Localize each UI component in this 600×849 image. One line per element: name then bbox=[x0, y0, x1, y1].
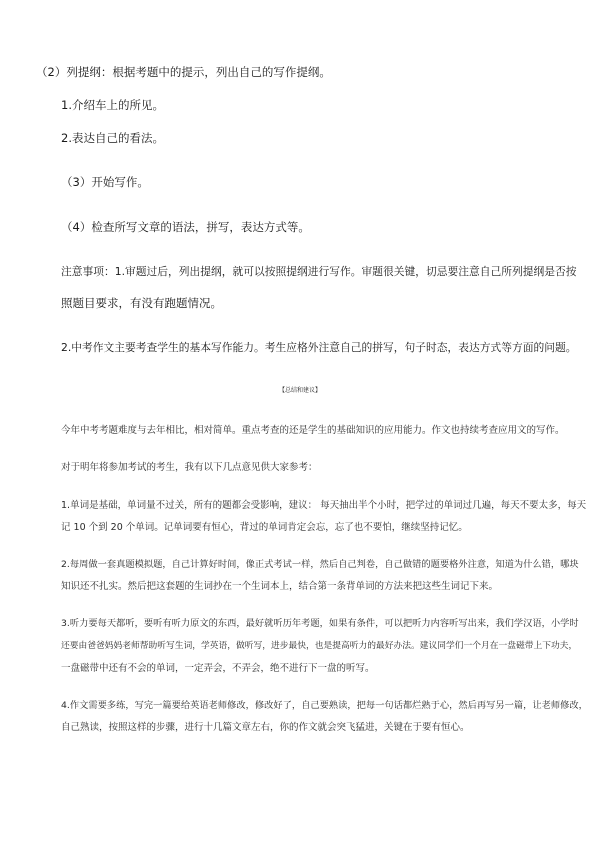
step-4-check: （4）检查所写文章的语法，拼写，表达方式等。 bbox=[61, 220, 310, 234]
note-2: 2.中考作文主要考查学生的基本写作能力。考生应格外注意自己的拼写，句子时态，表达方式等方面的问题。 bbox=[61, 341, 577, 354]
section-title: 【总结和建议】 bbox=[278, 387, 321, 394]
advice-2-line-1: 2.每周做一套真题模拟题，自己计算好时间，像正式考试一样，然后自己判卷，自己做错的题要格外注意，知道为什么错，哪块 bbox=[61, 559, 579, 570]
advice-1-line-1: 1.单词是基础，单词量不过关，所有的题都会受影响，建议： 每天抽出半个小时，把学过的单词过几遍，每天不要太多，每天 bbox=[61, 500, 587, 511]
note-1-line-1: 注意事项：1.审题过后，列出提纲，就可以按照提纲进行写作。审题很关键，切忌要注意自己所列提纲是否按 bbox=[61, 265, 577, 278]
advice-4-line-2: 自己熟读，按照这样的步骤，进行十几篇文章左右，你的作文就会突飞猛进，关键在于要有恒心。 bbox=[61, 722, 470, 733]
step-2-outline: （2）列提纲：根据考题中的提示，列出自己的写作提纲。 bbox=[36, 65, 331, 79]
outline-item-1: 1.介绍车上的所见。 bbox=[61, 98, 164, 112]
advice-3-line-3: 一盘磁带中还有不会的单词，一定弄会，不弄会，绝不进行下一盘的听写。 bbox=[61, 663, 375, 674]
advice-intro: 对于明年将参加考试的考生，我有以下几点意见供大家参考： bbox=[61, 462, 318, 473]
summary-intro: 今年中考考题难度与去年相比，相对简单。重点考查的还是学生的基础知识的应用能力。作文也持续考查应用文的写作。 bbox=[61, 425, 565, 436]
advice-4-line-1: 4.作文需要多练，写完一篇要给英语老师修改，修改好了，自己要熟读，把每一句话都烂熟于心，然后再写另一篇，让老师修改， bbox=[61, 700, 588, 711]
advice-2-line-2: 知识还不扎实。然后把这套题的生词抄在一个生词本上，结合第一条背单词的方法来把这些生词记下来。 bbox=[61, 581, 499, 592]
advice-3-line-1: 3.听力要每天都听，要听有听力原文的东西，最好就听历年考题，如果有条件，可以把听力内容听写出来，我们学汉语，小学时 bbox=[61, 618, 579, 629]
advice-1-line-2: 记 10 个到 20 个单词。记单词要有恒心，背过的单词肯定会忘，忘了也不要怕，继续坚持记忆。 bbox=[61, 522, 468, 533]
outline-item-2: 2.表达自己的看法。 bbox=[61, 131, 164, 145]
note-1-line-2: 照题目要求，有没有跑题情况。 bbox=[61, 296, 222, 310]
advice-3-line-2: 还要由爸爸妈妈老师帮助听写生词，学英语，做听写，进步最快，也是提高听力的最好办法。建议同学们一个月在一盘磁带上下功夫， bbox=[61, 641, 578, 651]
step-3-write: （3）开始写作。 bbox=[61, 175, 149, 189]
